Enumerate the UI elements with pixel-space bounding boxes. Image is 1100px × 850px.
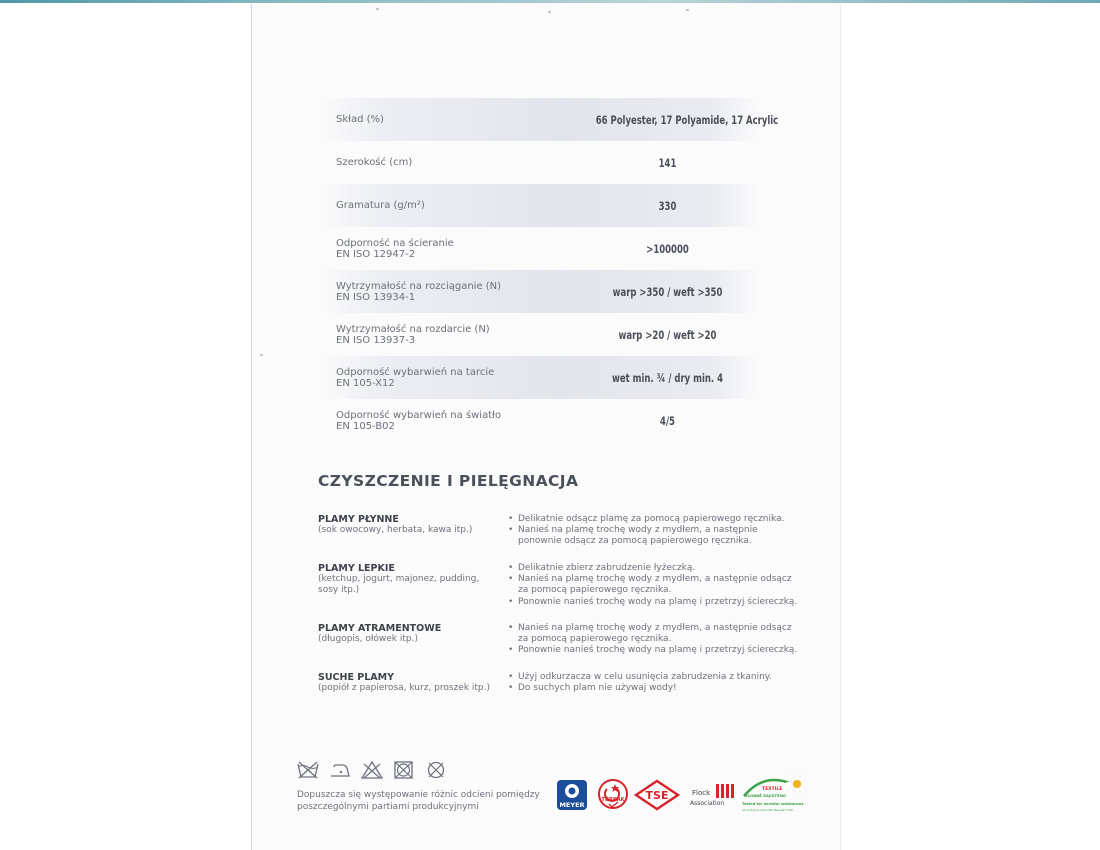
scan-speck: [686, 9, 689, 11]
iron-low-icon: [328, 760, 352, 780]
spec-label: Wytrzymałość na rozciąganie (N) EN ISO 13934-1: [336, 280, 502, 303]
turkak-logo: [596, 777, 630, 817]
care-step: • Ponownie nanieś trochę wody na plamę i przetrzyj ściereczką.: [508, 645, 798, 656]
spec-label: Odporność wybarwień na tarcie EN 105-X12: [336, 366, 495, 389]
flock-association-logo: [688, 780, 738, 816]
care-steps: [508, 672, 798, 694]
spec-table: [320, 98, 779, 442]
stain-name: SUCHE PLAMY: [318, 672, 394, 683]
spec-label: Gramatura (g/m²): [336, 200, 425, 211]
care-item-sticky: [318, 563, 798, 607]
care-section-title: CZYSZCZENIE I PIELĘGNACJA: [318, 472, 579, 490]
stain-name: PLAMY ATRAMENTOWE: [318, 623, 442, 634]
care-step: • Ponownie nanieś trochę wody na plamę i przetrzyj ściereczką.: [508, 597, 798, 608]
oeko-tex-logo: [740, 770, 812, 820]
scan-speck: [260, 354, 263, 356]
color-variation-note: Dopuszcza się występowanie różnic odcieni pomiędzy poszczególnymi partiami produkcyjnymi: [297, 790, 540, 812]
oeko-tex-line2: OSOBNĚ ZAJIŠTĚNO: [744, 793, 787, 798]
no-wash-icon: [296, 760, 320, 780]
scan-speck: [548, 11, 551, 13]
spec-row: [320, 227, 760, 270]
spec-row: [320, 98, 779, 141]
turkak-logo-text: TÜRKAK: [601, 797, 625, 803]
care-item-liquid: [318, 514, 785, 547]
no-dry-clean-icon: [424, 760, 448, 780]
care-symbols: [296, 760, 448, 780]
stain-examples: (popiół z papierosa, kurz, proszek itp.): [318, 683, 491, 693]
spec-label: Skład (%): [336, 114, 384, 125]
spec-label: Odporność na ścieranie EN ISO 12947-2: [336, 237, 454, 260]
spec-value: 141: [658, 155, 677, 170]
scan-speck: [376, 8, 379, 10]
spec-row: [320, 313, 760, 356]
care-step: • Nanieś na plamę trochę wody z mydłem, a następnie odsącz za pomocą papierowego ręcznika.: [508, 623, 798, 645]
spec-value: 330: [658, 198, 677, 213]
stain-examples: (sok owocowy, herbata, kawa itp.): [318, 525, 473, 535]
no-bleach-icon: [360, 760, 384, 780]
flock-logo-text: Flock: [692, 789, 711, 797]
stain-name: PLAMY PŁYNNE: [318, 514, 399, 525]
spec-label: Szerokość (cm): [336, 157, 413, 168]
scan-top-edge: [0, 0, 1100, 3]
care-steps: [508, 563, 798, 608]
care-step: • Delikatnie zbierz zabrudzenie łyżeczką.: [508, 563, 798, 574]
spec-label: Odporność wybarwień na światło EN 105-B02: [336, 409, 502, 432]
meyer-logo: [555, 778, 589, 816]
care-steps: [508, 623, 798, 657]
spec-value: >100000: [646, 241, 689, 256]
oeko-tex-line1: TEXTILE: [762, 787, 783, 792]
care-step: • Delikatnie odsącz plamę za pomocą papierowego ręcznika.: [508, 514, 798, 525]
spec-row: [320, 184, 760, 227]
spec-value: warp >350 / weft >350: [612, 284, 723, 299]
spec-row: [320, 270, 760, 313]
spec-row: [320, 141, 760, 184]
tse-logo: [634, 779, 680, 815]
oeko-tex-line4: according to Oeko-Tex Standard 100: [742, 808, 793, 812]
stain-examples: (długopis, ołówek itp.): [318, 634, 418, 644]
care-item-dry: [318, 672, 778, 694]
spec-row: [320, 356, 760, 399]
tse-logo-text: TSE: [645, 789, 669, 802]
care-step: • Do suchych plam nie używaj wody!: [508, 683, 798, 694]
care-step: • Użyj odkurzacza w celu usunięcia zabrudzenia z tkaniny.: [508, 672, 798, 683]
oeko-tex-line3: Tested for harmful substances: [742, 802, 804, 806]
spec-label: Wytrzymałość na rozdarcie (N) EN ISO 13937-3: [336, 323, 490, 346]
care-step: • Nanieś na plamę trochę wody z mydłem, a następnie odsącz za pomocą papierowego ręcznika.: [508, 574, 798, 596]
spec-row: [320, 399, 760, 442]
meyer-logo-text: MEYER: [559, 801, 585, 809]
spec-value: 4/5: [660, 413, 675, 428]
stain-name: PLAMY LEPKIE: [318, 563, 395, 574]
care-step: • Nanieś na plamę trochę wody z mydłem, a następnie ponownie odsącz za pomocą papierowego ręcznika.: [508, 525, 798, 547]
spec-value: 66 Polyester, 17 Polyamide, 17 Acrylic: [595, 112, 779, 127]
care-item-ink: [318, 623, 798, 656]
spec-value: wet min. ¾ / dry min. 4: [612, 370, 723, 385]
no-tumble-dry-icon: [392, 760, 416, 780]
stain-examples: (ketchup, jogurt, majonez, pudding, sosy itp.): [318, 574, 480, 595]
flock-logo-subtext: Association: [690, 800, 725, 807]
spec-value: warp >20 / weft >20: [618, 327, 717, 342]
care-steps: [508, 514, 798, 548]
